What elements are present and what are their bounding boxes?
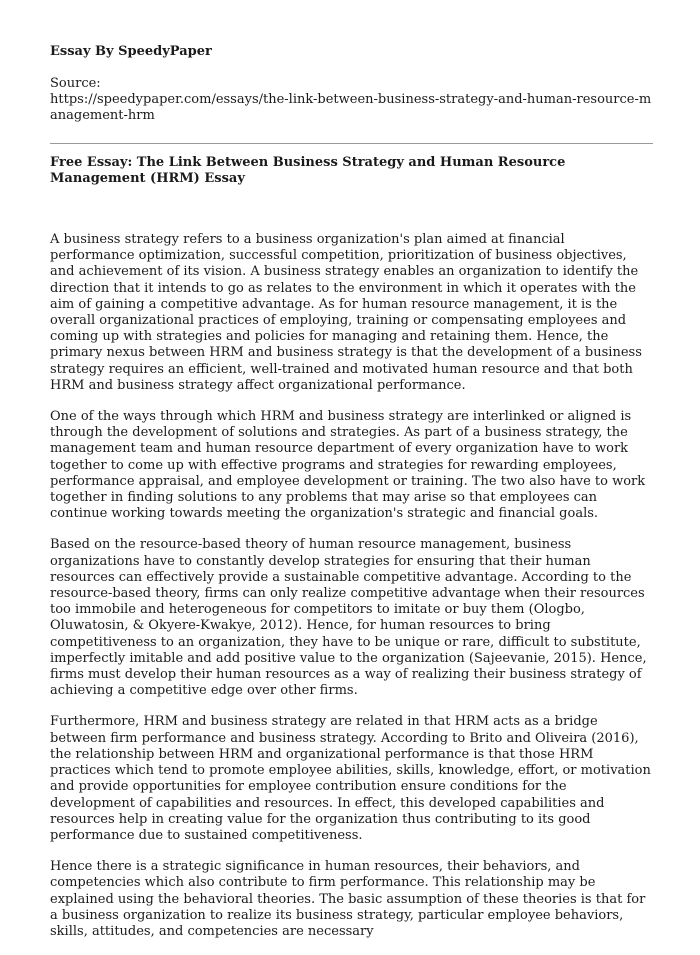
header-divider bbox=[50, 143, 653, 144]
source-url[interactable]: https://speedypaper.com/essays/the-link-between-business-strategy-and-human-resource-management-hrm bbox=[50, 92, 652, 123]
paragraph: Based on the resource-based theory of human resource management, business organizations have to constantly develop strategies for ensuring that their human resources can effectively provide a sustainable competitive advantage. According to the resource-based theory, firms can only realize competitive advantage when their resources too immobile and heterogeneous for competitors to imitate or buy them (Ologbo, Oluwatosin, & Okyere-Kwakye, 2012). Hence, for human resources to bring competitiveness to an organization, they have to be unique or rare, difficult to substitute, imperfectly imitable and add positive value to the organization (Sajeevanie, 2015). Hence, firms must develop their human resources as a way of realizing their business strategy of achieving a competitive edge over other firms. bbox=[50, 537, 647, 699]
essay-title: Free Essay: The Link Between Business Strategy and Human Resource Management (HRM) Essay bbox=[50, 155, 566, 186]
paragraph: Furthermore, HRM and business strategy are related in that HRM acts as a bridge between firm performance and business strategy. According to Brito and Oliveira (2016), the relationship between HRM and organizational performance is that those HRM practices which tend to promote employee abilities, skills, knowledge, effort, or motivation and provide opportunities for employee contribution ensure conditions for the development of capabilities and resources. In effect, this developed capabilities and resources help in creating value for the organization thus contributing to its good performance due to sustained competitiveness. bbox=[50, 714, 651, 843]
paragraph: One of the ways through which HRM and business strategy are interlinked or aligned is through the development of solutions and strategies. As part of a business strategy, the management team and human resource department of every organization have to work together to come up with effective programs and strategies for rewarding employees, performance appraisal, and employee development or training. The two also have to work together in finding solutions to any problems that may arise so that employees can continue working towards meeting the organization's strategic and financial goals. bbox=[50, 409, 646, 522]
document-page bbox=[50, 44, 653, 955]
paragraph: A business strategy refers to a business organization's plan aimed at financial performance optimization, successful competition, prioritization of business objectives, and achievement of its vision. A business strategy enables an organization to identify the direction that it intends to go as relates to the environment in which it operates with the aim of gaining a competitive advantage. As for human resource management, it is the overall organizational practices of employing, training or compensating employees and coming up with strategies and policies for managing and retaining them. Hence, the primary nexus between HRM and business strategy is that the development of a business strategy requires an efficient, well-trained and motivated human resource and that both HRM and business strategy affect organizational performance. bbox=[50, 232, 642, 393]
brand-heading: Essay By SpeedyPaper bbox=[50, 44, 212, 59]
source-label: Source: bbox=[50, 76, 101, 91]
essay-body bbox=[50, 232, 653, 940]
paragraph: Hence there is a strategic significance in human resources, their behaviors, and competencies which also contribute to firm performance. This relationship may be explained using the behavioral theories. The basic assumption of these theories is that for a business organization to realize its business strategy, particular employee behaviors, skills, attitudes, and competencies are necessary bbox=[50, 859, 646, 939]
